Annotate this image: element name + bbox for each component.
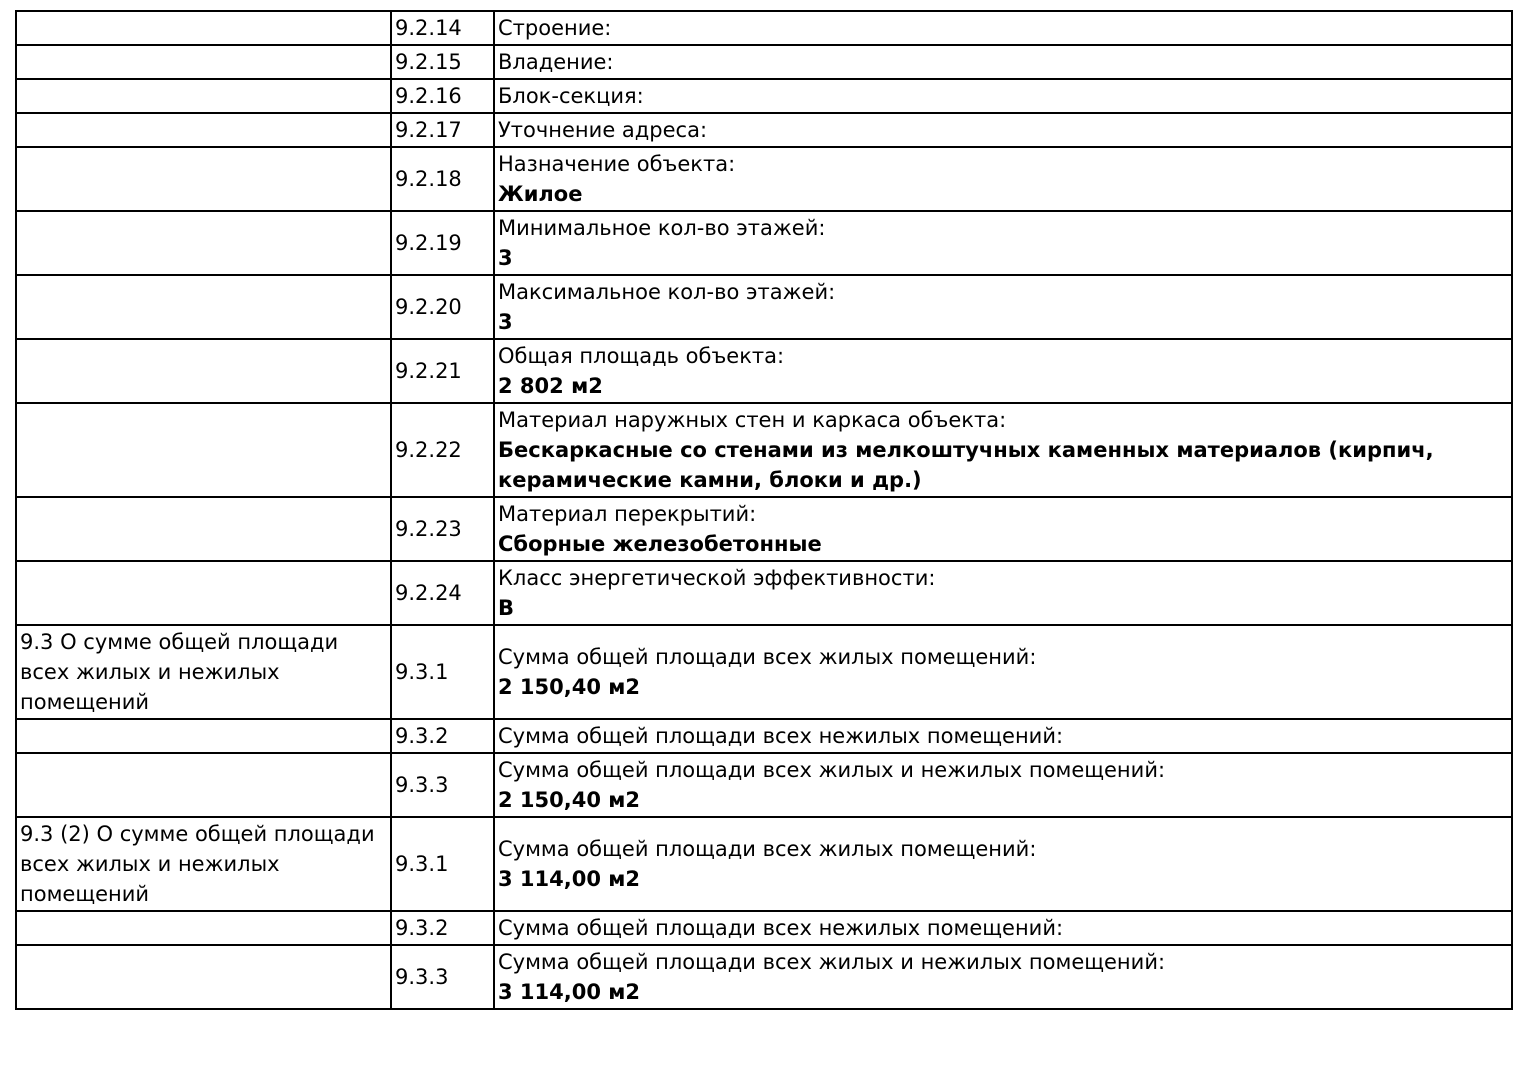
section-cell <box>16 561 391 625</box>
field-label: Минимальное кол-во этажей: <box>498 216 826 240</box>
code-cell: 9.2.22 <box>391 403 494 497</box>
table-row <box>16 403 1512 497</box>
field-value: Бескаркасные со стенами из мелкоштучных каменных материалов (кирпич, керамические камни, блоки и др.) <box>498 438 1434 492</box>
section-cell: 9.3 О сумме общей площади всех жилых и нежилых помещений <box>16 625 391 719</box>
table-row <box>16 147 1512 211</box>
section-cell <box>16 113 391 147</box>
table-row <box>16 211 1512 275</box>
field-value: 3 <box>498 246 513 270</box>
table-row <box>16 497 1512 561</box>
section-cell <box>16 403 391 497</box>
field-label: Сумма общей площади всех жилых помещений: <box>498 645 1037 669</box>
table-row <box>16 11 1512 45</box>
section-cell <box>16 11 391 45</box>
field-cell <box>494 561 1512 625</box>
code-cell: 9.3.1 <box>391 625 494 719</box>
table-row <box>16 911 1512 945</box>
section-cell: 9.3 (2) О сумме общей площади всех жилых и нежилых помещений <box>16 817 391 911</box>
table-row <box>16 339 1512 403</box>
code-cell: 9.3.2 <box>391 719 494 753</box>
field-value: Сборные железобетонные <box>498 532 822 556</box>
table-row <box>16 625 1512 719</box>
code-cell: 9.3.1 <box>391 817 494 911</box>
section-cell <box>16 211 391 275</box>
code-cell: 9.2.16 <box>391 79 494 113</box>
field-cell <box>494 113 1512 147</box>
field-label: Сумма общей площади всех жилых помещений: <box>498 837 1037 861</box>
field-cell <box>494 945 1512 1009</box>
field-cell <box>494 275 1512 339</box>
field-label: Общая площадь объекта: <box>498 344 785 368</box>
code-cell: 9.2.15 <box>391 45 494 79</box>
field-label: Сумма общей площади всех нежилых помещений: <box>498 916 1064 940</box>
field-cell <box>494 339 1512 403</box>
field-label: Сумма общей площади всех жилых и нежилых помещений: <box>498 758 1166 782</box>
field-cell <box>494 911 1512 945</box>
section-cell <box>16 719 391 753</box>
field-cell <box>494 497 1512 561</box>
table-row <box>16 79 1512 113</box>
field-cell <box>494 147 1512 211</box>
code-cell: 9.2.20 <box>391 275 494 339</box>
code-cell: 9.2.14 <box>391 11 494 45</box>
table-row <box>16 561 1512 625</box>
code-cell: 9.2.23 <box>391 497 494 561</box>
table-row <box>16 719 1512 753</box>
field-value: 2 150,40 м2 <box>498 675 641 699</box>
declaration-table <box>15 10 1513 1010</box>
section-cell <box>16 147 391 211</box>
field-cell <box>494 45 1512 79</box>
field-label: Блок-секция: <box>498 84 644 108</box>
code-cell: 9.2.24 <box>391 561 494 625</box>
field-value: 3 114,00 м2 <box>498 980 641 1004</box>
field-cell <box>494 719 1512 753</box>
table-row <box>16 945 1512 1009</box>
table-row <box>16 113 1512 147</box>
code-cell: 9.3.2 <box>391 911 494 945</box>
field-value: 3 114,00 м2 <box>498 867 641 891</box>
field-value: Жилое <box>498 182 583 206</box>
field-cell <box>494 817 1512 911</box>
code-cell: 9.3.3 <box>391 945 494 1009</box>
section-cell <box>16 497 391 561</box>
code-cell: 9.2.17 <box>391 113 494 147</box>
field-cell <box>494 403 1512 497</box>
field-label: Назначение объекта: <box>498 152 736 176</box>
section-cell <box>16 945 391 1009</box>
field-cell <box>494 11 1512 45</box>
field-label: Уточнение адреса: <box>498 118 708 142</box>
field-cell <box>494 211 1512 275</box>
field-value: 2 802 м2 <box>498 374 603 398</box>
field-value: В <box>498 596 515 620</box>
field-value: 2 150,40 м2 <box>498 788 641 812</box>
field-cell <box>494 79 1512 113</box>
field-cell <box>494 625 1512 719</box>
field-label: Материал перекрытий: <box>498 502 757 526</box>
field-label: Максимальное кол-во этажей: <box>498 280 836 304</box>
table-row <box>16 275 1512 339</box>
code-cell: 9.2.21 <box>391 339 494 403</box>
field-cell <box>494 753 1512 817</box>
field-label: Строение: <box>498 16 612 40</box>
section-cell <box>16 753 391 817</box>
field-label: Сумма общей площади всех жилых и нежилых помещений: <box>498 950 1166 974</box>
field-value: 3 <box>498 310 513 334</box>
section-cell <box>16 911 391 945</box>
code-cell: 9.2.18 <box>391 147 494 211</box>
section-cell <box>16 45 391 79</box>
code-cell: 9.2.19 <box>391 211 494 275</box>
table-row <box>16 753 1512 817</box>
field-label: Материал наружных стен и каркаса объекта: <box>498 408 1007 432</box>
field-label: Владение: <box>498 50 614 74</box>
section-cell <box>16 79 391 113</box>
section-cell <box>16 339 391 403</box>
code-cell: 9.3.3 <box>391 753 494 817</box>
field-label: Класс энергетической эффективности: <box>498 566 936 590</box>
field-label: Сумма общей площади всех нежилых помещений: <box>498 724 1064 748</box>
table-row <box>16 45 1512 79</box>
table-row <box>16 817 1512 911</box>
section-cell <box>16 275 391 339</box>
